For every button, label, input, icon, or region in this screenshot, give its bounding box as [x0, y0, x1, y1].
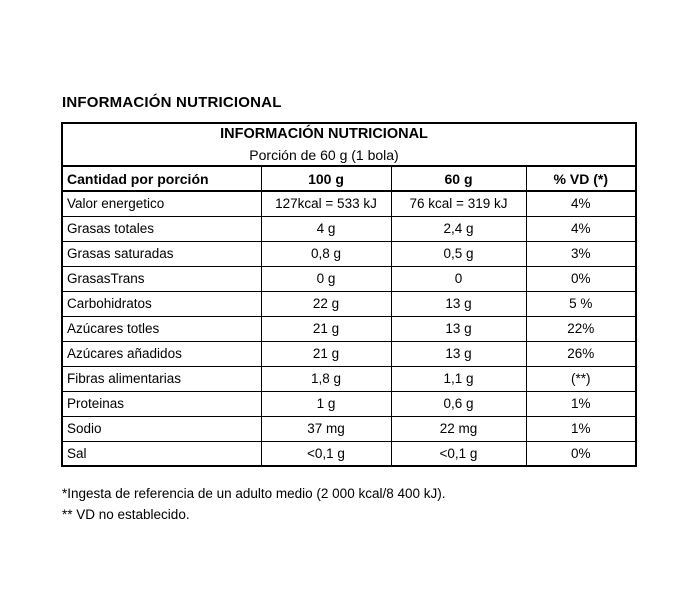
- column-header-row: [62, 166, 636, 191]
- table-row: [62, 316, 636, 341]
- column-header-vd: % VD (*): [526, 166, 636, 191]
- nutrient-label-cell: Azúcares añadidos: [62, 341, 261, 366]
- value-100g-cell: <0,1 g: [261, 441, 391, 466]
- nutrient-label-cell: Sal: [62, 441, 261, 466]
- column-header-100g: 100 g: [261, 166, 391, 191]
- value-100g-cell: 4 g: [261, 216, 391, 241]
- vd-percent-cell: 3%: [526, 241, 636, 266]
- vd-percent-cell: 1%: [526, 416, 636, 441]
- nutrient-label-cell: Grasas saturadas: [62, 241, 261, 266]
- nutrient-label-cell: Fibras alimentarias: [62, 366, 261, 391]
- vd-percent-cell: 0%: [526, 441, 636, 466]
- vd-percent-cell: 4%: [526, 216, 636, 241]
- footnote-reference-intake: *Ingesta de referencia de un adulto medio (2 000 kcal/8 400 kJ).: [62, 486, 446, 501]
- value-100g-cell: 1,8 g: [261, 366, 391, 391]
- nutrition-facts-table: [61, 122, 637, 467]
- table-row: [62, 291, 636, 316]
- value-60g-cell: <0,1 g: [391, 441, 526, 466]
- value-60g-cell: 0: [391, 266, 526, 291]
- table-row: [62, 391, 636, 416]
- footnote-vd-not-established: ** VD no establecido.: [62, 507, 190, 522]
- value-60g-cell: 0,5 g: [391, 241, 526, 266]
- nutrient-label-cell: Sodio: [62, 416, 261, 441]
- table-row: [62, 191, 636, 216]
- table-header-cell: [62, 123, 636, 166]
- value-60g-cell: 0,6 g: [391, 391, 526, 416]
- table-row: [62, 266, 636, 291]
- value-100g-cell: 22 g: [261, 291, 391, 316]
- serving-size-text: Porción de 60 g (1 bola): [249, 147, 399, 163]
- value-60g-cell: 76 kcal = 319 kJ: [391, 191, 526, 216]
- table-header-merged-row: [62, 123, 636, 166]
- page-title: INFORMACIÓN NUTRICIONAL: [62, 94, 282, 111]
- table-title: INFORMACIÓN NUTRICIONAL: [220, 126, 428, 142]
- vd-percent-cell: (**): [526, 366, 636, 391]
- value-60g-cell: 1,1 g: [391, 366, 526, 391]
- vd-percent-cell: 1%: [526, 391, 636, 416]
- value-100g-cell: 0 g: [261, 266, 391, 291]
- nutrient-label-cell: GrasasTrans: [62, 266, 261, 291]
- vd-percent-cell: 22%: [526, 316, 636, 341]
- nutrient-label-cell: Valor energetico: [62, 191, 261, 216]
- value-100g-cell: 21 g: [261, 341, 391, 366]
- value-100g-cell: 1 g: [261, 391, 391, 416]
- nutrient-label-cell: Azúcares totles: [62, 316, 261, 341]
- value-60g-cell: 13 g: [391, 291, 526, 316]
- table-row: [62, 441, 636, 466]
- value-100g-cell: 0,8 g: [261, 241, 391, 266]
- table-row: [62, 416, 636, 441]
- vd-percent-cell: 4%: [526, 191, 636, 216]
- table-row: [62, 216, 636, 241]
- nutrient-label-cell: Carbohidratos: [62, 291, 261, 316]
- value-100g-cell: 37 mg: [261, 416, 391, 441]
- vd-percent-cell: 0%: [526, 266, 636, 291]
- value-60g-cell: 22 mg: [391, 416, 526, 441]
- table-row: [62, 341, 636, 366]
- table-row: [62, 241, 636, 266]
- value-60g-cell: 13 g: [391, 316, 526, 341]
- column-header-60g: 60 g: [391, 166, 526, 191]
- vd-percent-cell: 26%: [526, 341, 636, 366]
- nutrient-label-cell: Grasas totales: [62, 216, 261, 241]
- column-header-label: Cantidad por porción: [62, 166, 261, 191]
- vd-percent-cell: 5 %: [526, 291, 636, 316]
- nutrient-label-cell: Proteinas: [62, 391, 261, 416]
- value-100g-cell: 21 g: [261, 316, 391, 341]
- value-60g-cell: 2,4 g: [391, 216, 526, 241]
- value-100g-cell: 127kcal = 533 kJ: [261, 191, 391, 216]
- value-60g-cell: 13 g: [391, 341, 526, 366]
- table-row: [62, 366, 636, 391]
